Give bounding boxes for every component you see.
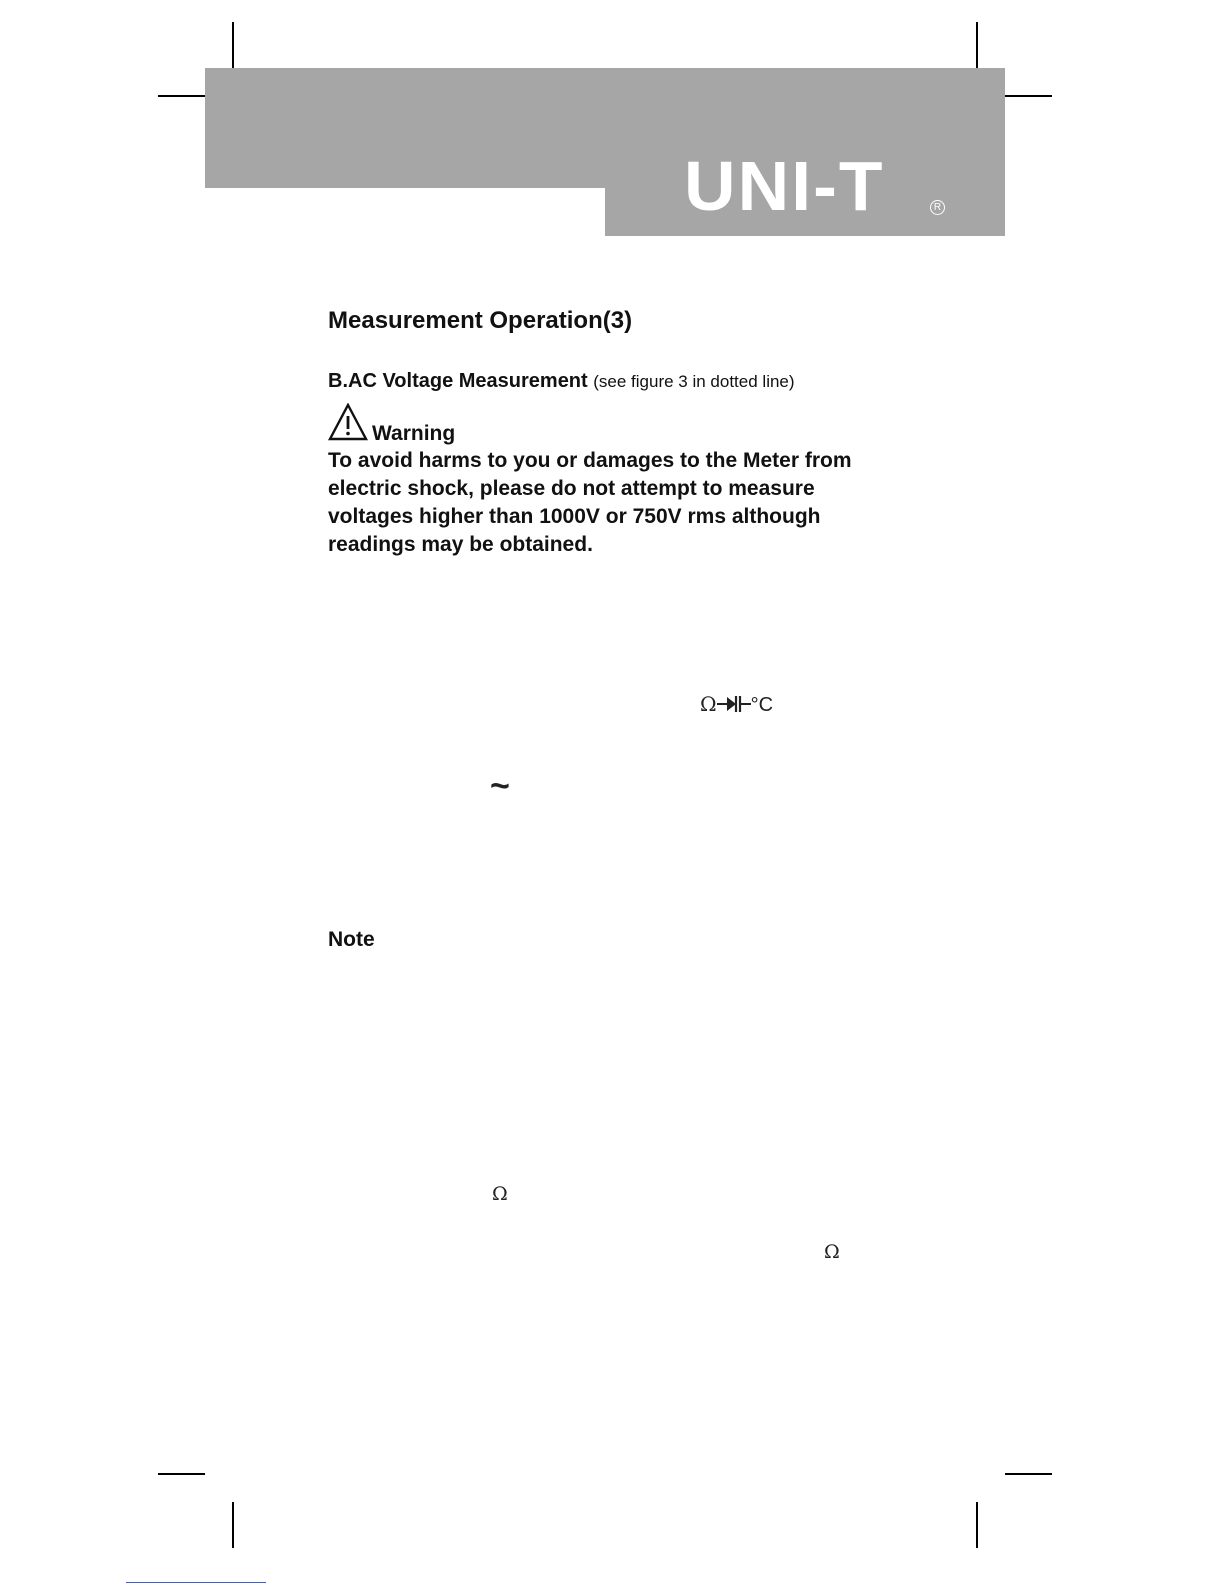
warning-line: voltages higher than 1000V or 750V rms although (328, 505, 821, 528)
diode-capacitor-icon (717, 695, 751, 713)
page-title: Measurement Operation(3) (328, 307, 633, 334)
crop-mark-right-top (1005, 95, 1052, 97)
crop-mark-right-bottom (1005, 1473, 1052, 1475)
omega-icon: Ω (824, 1241, 840, 1263)
crop-mark-left-bottom (158, 1473, 205, 1475)
crop-mark-top-right (976, 22, 978, 68)
header-bar (205, 68, 1005, 188)
warning-line: To avoid harms to you or damages to the Meter from (328, 449, 852, 472)
ac-tilde-icon: ~ (490, 767, 510, 805)
terminal-symbol (700, 692, 773, 717)
warning-triangle-icon (328, 403, 368, 441)
omega-icon: Ω (700, 692, 717, 716)
crop-mark-top-left (232, 22, 234, 68)
degree-celsius-label: °C (750, 694, 774, 716)
note-label: Note (328, 928, 375, 951)
bottom-link-underline (126, 1582, 266, 1583)
brand-logo: UNI-T (684, 147, 885, 225)
warning-paragraph (328, 447, 928, 559)
warning-line: readings may be obtained. (328, 533, 593, 556)
crop-mark-left-top (158, 95, 205, 97)
warning-line: electric shock, please do not attempt to measure (328, 477, 815, 500)
subheading-title: B.AC Voltage Measurement (328, 370, 588, 392)
section-subheading (328, 370, 795, 393)
registered-trademark-icon: R (930, 200, 945, 215)
omega-icon: Ω (492, 1183, 508, 1205)
crop-mark-bottom-right (976, 1502, 978, 1548)
subheading-reference: (see figure 3 in dotted line) (593, 372, 795, 391)
crop-mark-bottom-left (232, 1502, 234, 1548)
warning-label: Warning (372, 422, 456, 445)
